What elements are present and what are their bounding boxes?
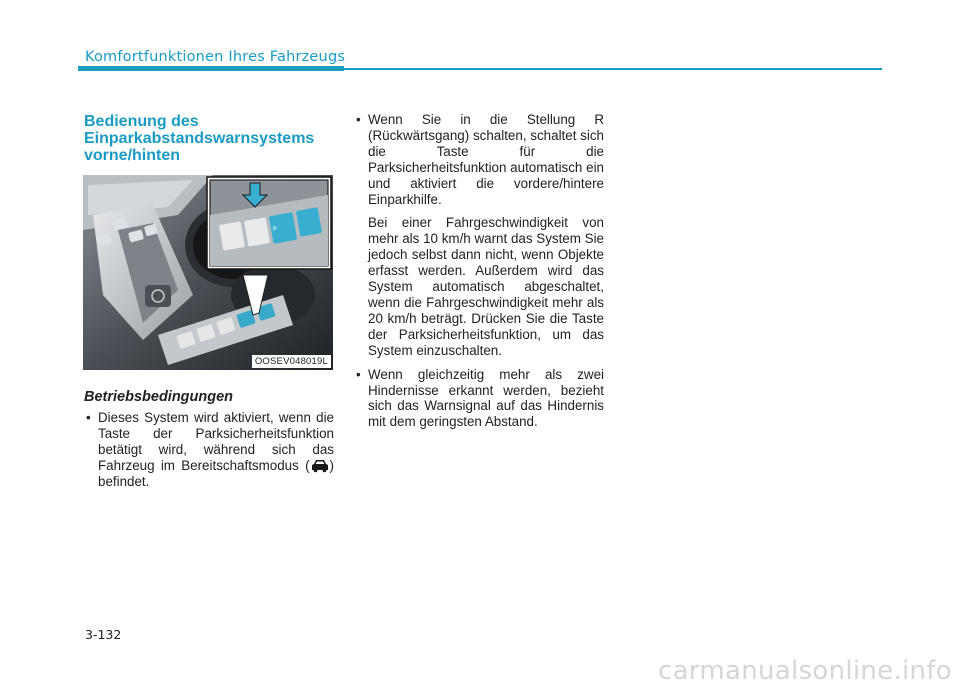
list-item: • Wenn Sie in die Stellung R (Rückwärtsgang) schalten, schaltet sich die Taste für die Parksicherheitsfunktion automatisch ein und aktiviert die vordere/hintere Einparkhilfe. <box>354 112 604 207</box>
page-number: 3-132 <box>85 627 122 642</box>
list-item: • Dieses System wird aktiviert, wenn die Taste der Parksicherheitsfunktion betätigt wird, während sich das Fahrzeug im Bereitschaftsmodus ( ) befindet. <box>84 410 334 490</box>
figure-code: OOSEV048019L <box>252 355 331 368</box>
left-column <box>84 410 334 498</box>
section-header: Komfortfunktionen Ihres Fahrzeugs <box>85 49 346 65</box>
header-accent-bar <box>78 66 344 71</box>
list-item: • Wenn gleichzeitig mehr als zwei Hindernisse erkannt werden, bezieht sich das Warnsignal auf das Hindernis mit dem geringsten Abstand. <box>354 367 604 431</box>
svg-text:P: P <box>273 226 277 233</box>
subheading: Betriebsbedingungen <box>84 389 234 405</box>
console-illustration <box>83 175 333 370</box>
paragraph: Bei einer Fahrgeschwindigkeit von mehr als 10 km/h warnt das System Sie jedoch selbst dann nicht, wenn Objekte erfasst werden. Außerdem wird das System automatisch abgeschaltet, wenn die Fahrgeschwindigkeit mehr als 20 km/h beträgt. Drücken Sie die Taste der Parksicherheitsfunktion, um das System einzuschalten. <box>368 215 604 358</box>
car-ready-icon <box>310 458 330 473</box>
page-title: Bedienung des Einparkabstandswarnsystems vorne/hinten <box>84 113 315 164</box>
watermark: carmanualsonline.info <box>657 656 952 686</box>
right-column <box>354 112 604 438</box>
console-photo <box>83 175 333 370</box>
header-rule <box>344 68 882 70</box>
